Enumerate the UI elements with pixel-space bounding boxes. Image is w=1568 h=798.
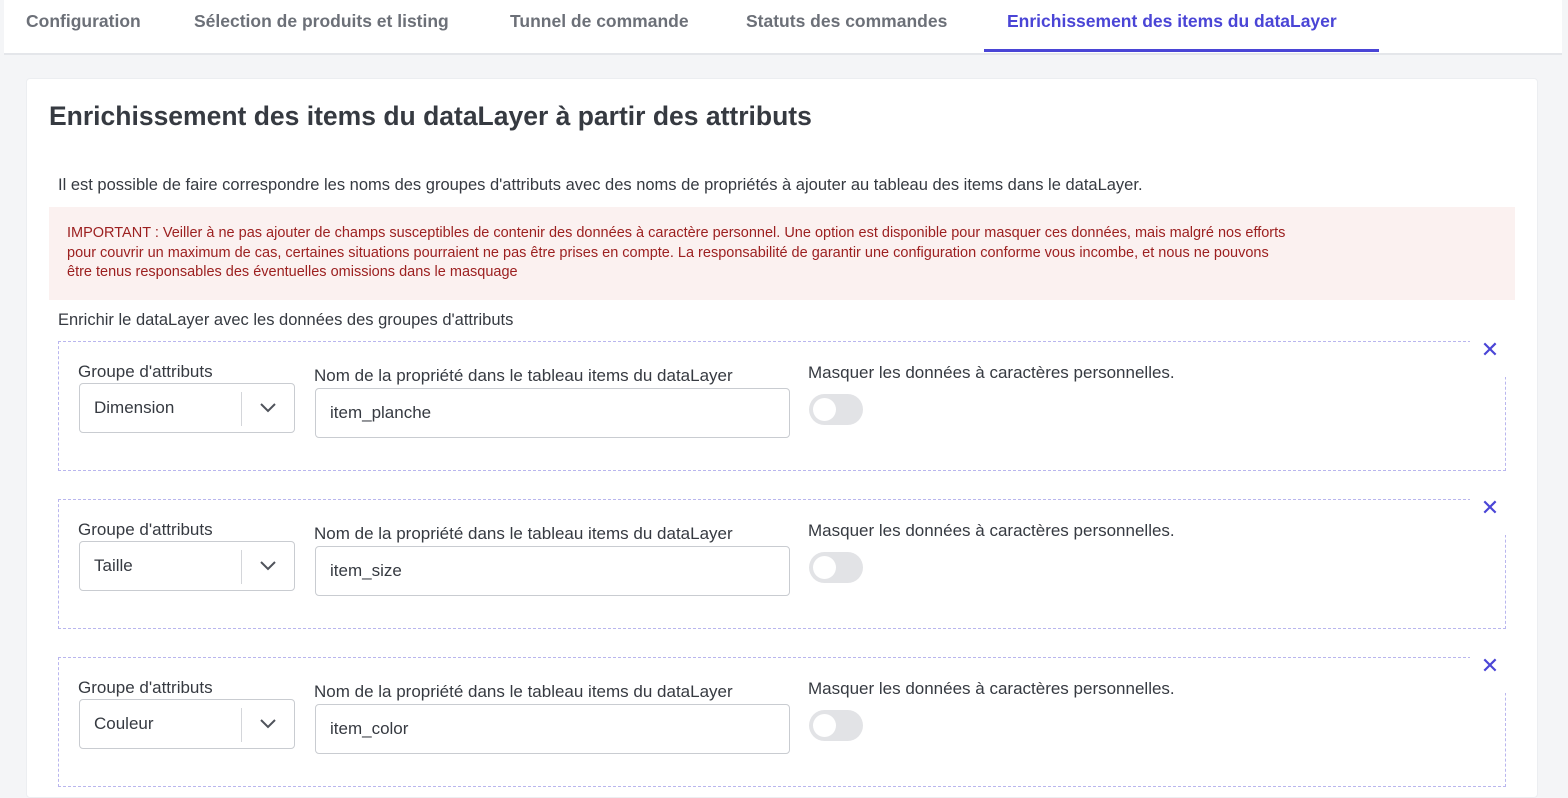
toggle-knob [813,398,836,421]
tab-statuts-commandes[interactable]: Statuts des commandes [746,11,948,31]
select-value: Dimension [94,398,175,417]
toggle-knob [813,714,836,737]
select-value: Taille [94,556,133,575]
close-icon[interactable]: ✕ [1480,653,1500,678]
property-label: Nom de la propriété dans le tableau items du dataLayer [314,366,733,385]
tab-selection-produits[interactable]: Sélection de produits et listing [194,11,449,31]
mask-toggle[interactable] [809,394,863,425]
select-separator [241,392,242,426]
warning-line: IMPORTANT : Veiller à ne pas ajouter de champs susceptibles de contenir des données à caractère personnel. Une option est disponible pour masquer ces données, mais malgré nos efforts [67,225,1286,241]
property-label: Nom de la propriété dans le tableau items du dataLayer [314,682,733,701]
property-name-input[interactable] [315,704,790,754]
attribute-group-select[interactable] [79,541,295,591]
tab-tunnel-commande[interactable]: Tunnel de commande [510,11,689,31]
close-icon[interactable]: ✕ [1480,495,1500,520]
intro-text: Il est possible de faire correspondre les noms des groupes d'attributs avec des noms de propriétés à ajouter au tableau des items dans le dataLayer. [58,176,1143,194]
mask-toggle[interactable] [809,552,863,583]
group-label: Groupe d'attributs [78,520,213,539]
select-separator [241,550,242,584]
attribute-group-select[interactable] [79,699,295,749]
select-value: Couleur [94,714,154,733]
mask-label: Masquer les données à caractères personnelles. [808,363,1175,382]
mapping-row [58,495,1506,629]
tabs-bar [4,0,1562,55]
mapping-row [58,653,1506,787]
chevron-down-icon [258,558,278,574]
tab-configuration[interactable]: Configuration [26,11,141,31]
warning-line: être tenus responsables des éventuelles omissions dans le masquage [67,264,518,280]
tab-enrichissement-datalayer[interactable]: Enrichissement des items du dataLayer [984,0,1379,52]
warning-alert [49,207,1515,300]
property-name-input[interactable] [315,388,790,438]
mask-toggle[interactable] [809,710,863,741]
mapping-row [58,337,1506,471]
section-label: Enrichir le dataLayer avec les données des groupes d'attributs [58,311,514,329]
chevron-down-icon [258,400,278,416]
mask-label: Masquer les données à caractères personnelles. [808,679,1175,698]
close-icon[interactable]: ✕ [1480,337,1500,362]
chevron-down-icon [258,716,278,732]
property-name-input[interactable] [315,546,790,596]
mask-label: Masquer les données à caractères personnelles. [808,521,1175,540]
toggle-knob [813,556,836,579]
select-separator [241,708,242,742]
property-label: Nom de la propriété dans le tableau items du dataLayer [314,524,733,543]
warning-line: pour couvrir un maximum de cas, certaines situations pourraient ne pas être prises en compte. La responsabilité de garantir une configuration conforme vous incombe, et nous ne pouvons [67,244,1269,261]
page-title: Enrichissement des items du dataLayer à partir des attributs [49,101,812,131]
group-label: Groupe d'attributs [78,362,213,381]
group-label: Groupe d'attributs [78,678,213,697]
attribute-group-select[interactable] [79,383,295,433]
